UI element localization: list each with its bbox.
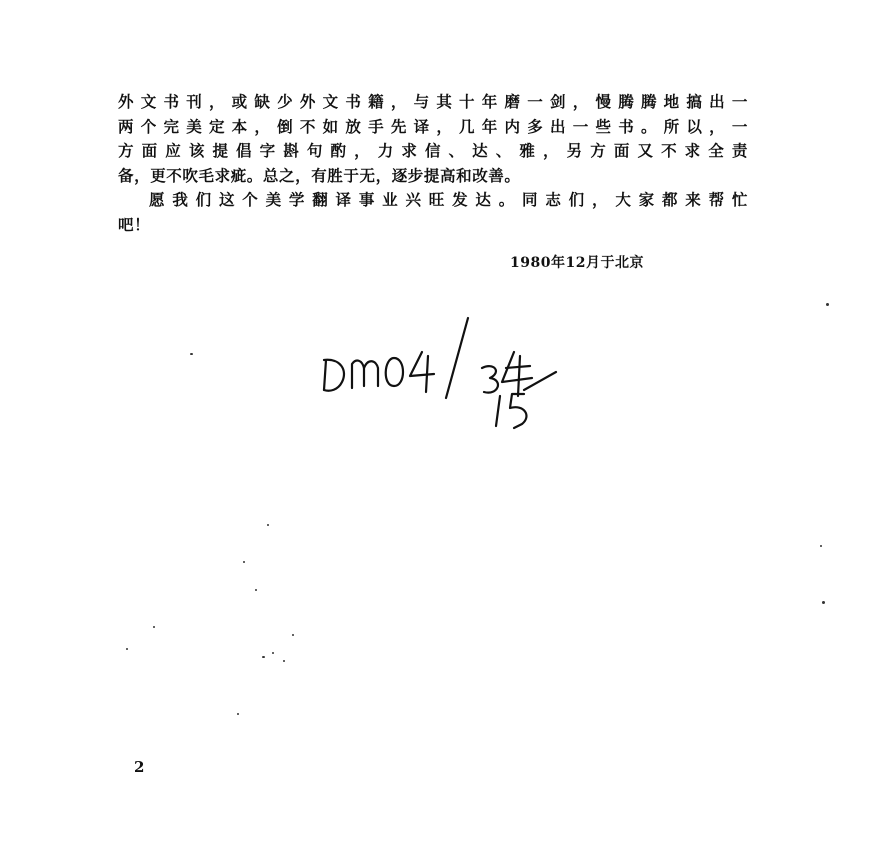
text-line: 两个完美定本，倒不如放手先译，几年内多出一些书。所以，一 — [118, 116, 748, 136]
scan-speck — [237, 713, 239, 715]
dateline: 1980年12月于北京 — [510, 255, 644, 271]
scan-speck — [255, 589, 257, 591]
handwritten-annotation — [318, 312, 578, 442]
text-line: 愿我们这个美学翻译事业兴旺发达。同志们，大家都来帮忙 — [149, 190, 748, 209]
text-line: 备，更不吹毛求疵。总之，有胜于无，逐步提高和改善。 — [118, 165, 521, 185]
scan-speck — [822, 601, 825, 604]
scan-speck — [126, 648, 128, 650]
scan-speck — [272, 652, 274, 654]
scan-speck — [267, 524, 269, 526]
scan-speck — [826, 303, 829, 306]
text-line: 方面应该提倡字斟句酌，力求信、达、雅，另方面又不求全责 — [118, 141, 748, 160]
page-number: 2 — [134, 758, 145, 776]
text-line: 外文书刊，或缺少外文书籍，与其十年磨一剑，慢腾腾地搞出一 — [118, 92, 748, 111]
text-line: 吧！ — [118, 214, 151, 234]
scan-speck — [153, 626, 155, 628]
scan-speck — [292, 634, 294, 636]
scan-speck — [283, 660, 285, 662]
body-text — [118, 90, 748, 237]
scan-speck — [243, 561, 245, 563]
scan-speck — [820, 545, 822, 547]
scan-speck — [190, 353, 193, 355]
scan-speck — [262, 656, 265, 658]
